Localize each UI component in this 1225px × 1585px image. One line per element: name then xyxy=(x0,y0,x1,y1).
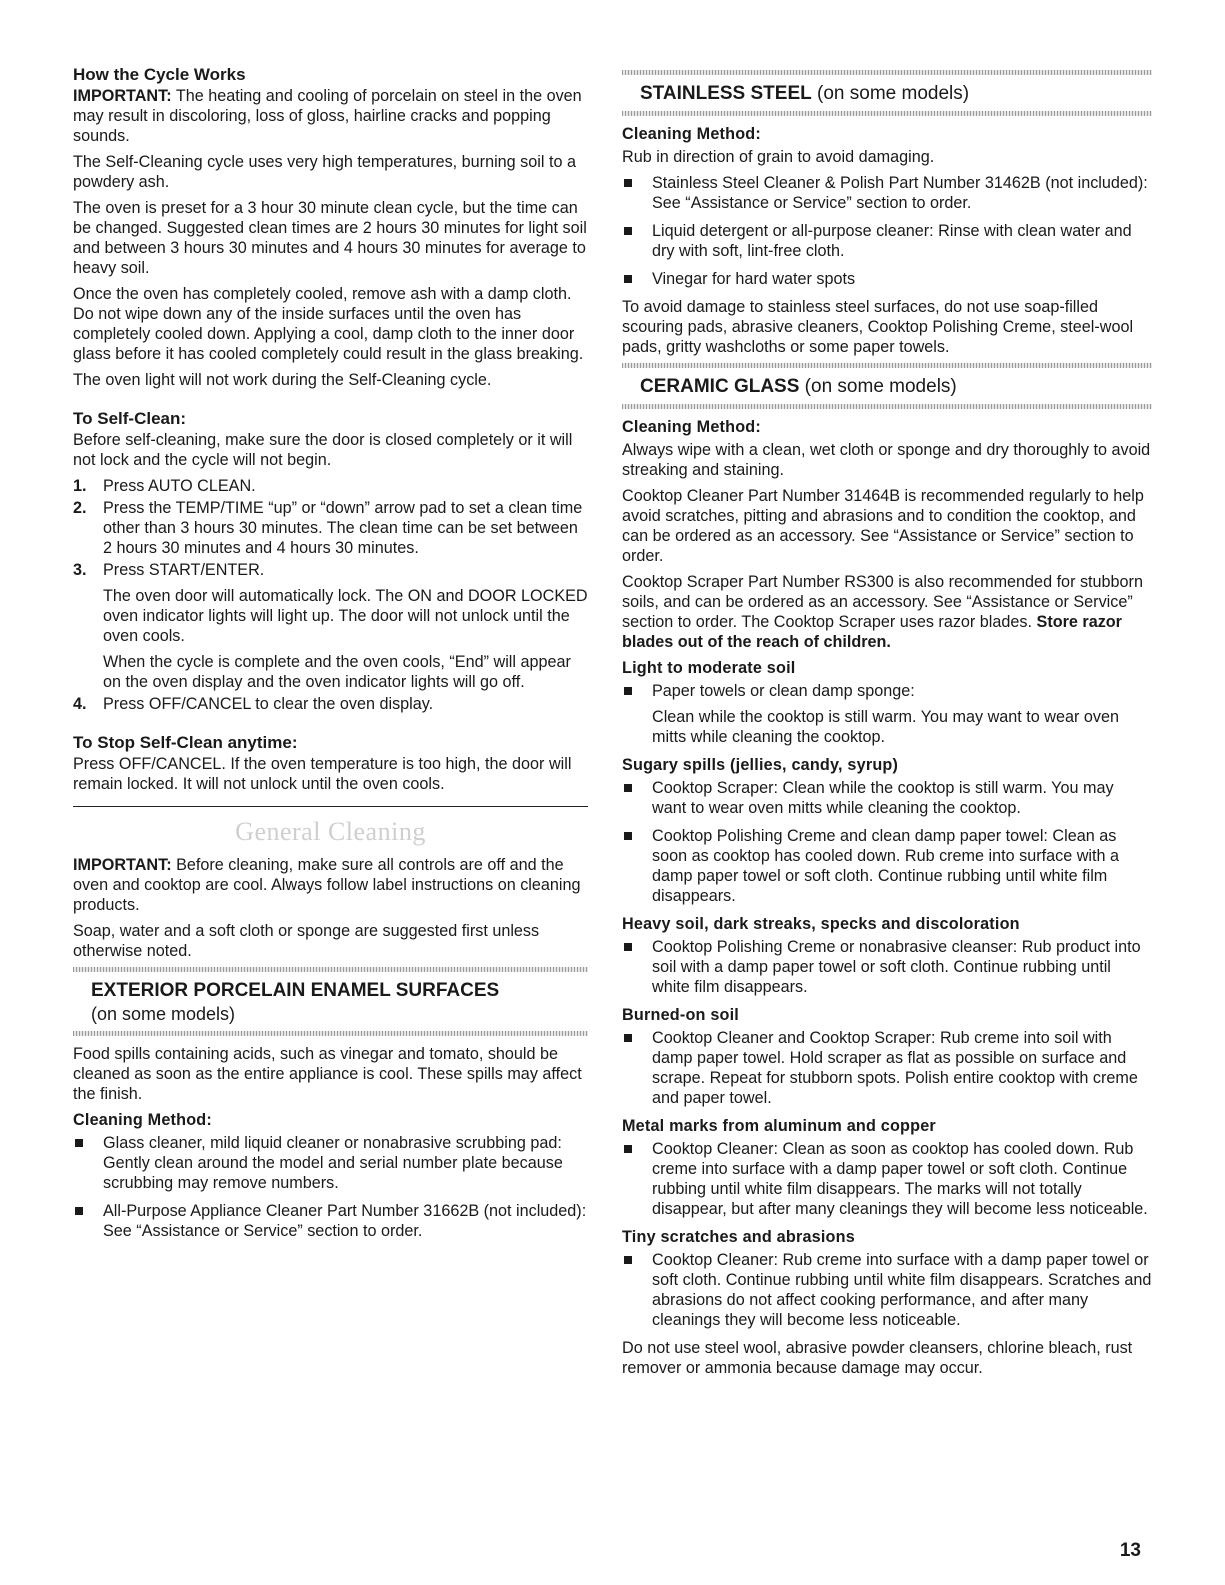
section-band xyxy=(73,1031,588,1036)
step-note: When the cycle is complete and the oven cools, “End” will appear on the oven display and the oven indicator lights will go off. xyxy=(103,653,571,691)
stainless-intro: Rub in direction of grain to avoid damaging. xyxy=(622,148,935,166)
stainless-subtitle: (on some models) xyxy=(811,83,970,104)
cycle-paragraph: The Self-Cleaning cycle uses very high temperatures, burning soil to a powdery ash. xyxy=(73,153,576,191)
bullet-item: Paper towels or clean damp sponge: Clean while the cooktop is still warm. You may want to wear oven mitts while cleaning the cooktop. xyxy=(622,681,1152,747)
tiny-scratches-heading: Tiny scratches and abrasions xyxy=(622,1228,855,1246)
bullet-item: Cooktop Cleaner: Clean as soon as cooktop has cooled down. Rub creme into surface with a damp paper towel or soft cloth. Continue rubbing until white film disappears. The marks will not totally disappear, but after many cleanings they will become less noticeable. xyxy=(622,1139,1152,1219)
stainless-paragraph: To avoid damage to stainless steel surfaces, do not use soap-filled scouring pads, abrasive cleaners, Cooktop Polishing Creme, steel-wool pads, gritty washcloths or some paper towels. xyxy=(622,298,1134,356)
bullet-item: Cooktop Cleaner and Cooktop Scraper: Rub creme into soil with damp paper towel. Hold scraper as flat as possible on surface and scrape. Repeat for stubborn spots. Polish entire cooktop with creme and paper towel. xyxy=(622,1028,1152,1108)
final-warning: Do not use steel wool, abrasive powder cleansers, chlorine bleach, rust remover or ammonia because damage may occur. xyxy=(622,1339,1133,1377)
ceramic-paragraph: Cooktop Scraper Part Number RS300 is also recommended for stubborn soils, and can be ordered as an accessory. See “Assistance or Service” section to order. The Cooktop Scraper uses razor blades. Store razor blades out of the reach of children. xyxy=(622,573,1143,651)
section-band xyxy=(622,111,1152,116)
left-column xyxy=(73,64,588,1249)
exterior-bullets xyxy=(73,1133,588,1241)
bullet-item: Cooktop Polishing Creme and clean damp paper towel: Clean as soon as cooktop has cooled down. Rub creme into surface with a damp paper towel or soft cloth. Continue rubbing until white film disappears. xyxy=(622,826,1152,906)
ceramic-paragraph: Always wipe with a clean, wet cloth or sponge and dry thoroughly to avoid streaking and staining. xyxy=(622,441,1151,479)
general-paragraph: Soap, water and a soft cloth or sponge are suggested first unless otherwise noted. xyxy=(73,922,540,960)
exterior-title: EXTERIOR PORCELAIN ENAMEL SURFACES xyxy=(91,980,500,1001)
burned-bullets xyxy=(622,1028,1152,1108)
bullet-item: Glass cleaner, mild liquid cleaner or nonabrasive scrubbing pad: Gently clean around the model and serial number plate because scrubbing may remove numbers. xyxy=(73,1133,588,1193)
bullet-item: All-Purpose Appliance Cleaner Part Number 31662B (not included): See “Assistance or Service” section to order. xyxy=(73,1201,588,1241)
bullet-item: Stainless Steel Cleaner & Polish Part Number 31462B (not included): See “Assistance or Service” section to order. xyxy=(622,173,1152,213)
heavy-soil-bullets xyxy=(622,937,1152,997)
step-item: 3. Press START/ENTER. The oven door will automatically lock. The ON and DOOR LOCKED oven indicator lights will light up. The door will not unlock until the oven cools. When the cycle is complete and the oven cools, “End” will appear on the oven display and the oven indicator lights will go off. xyxy=(73,561,588,691)
step-item: 4. Press OFF/CANCEL to clear the oven display. xyxy=(73,695,434,713)
exterior-method-heading: Cleaning Method: xyxy=(73,1111,212,1129)
metal-marks-heading: Metal marks from aluminum and copper xyxy=(622,1117,936,1135)
bullet-item: Vinegar for hard water spots xyxy=(622,269,1152,289)
divider-rule xyxy=(73,806,588,807)
exterior-section-header xyxy=(73,967,588,1036)
step-item: 2. Press the TEMP/TIME “up” or “down” arrow pad to set a clean time other than 3 hours 30 minutes. The clean time can be set between 2 hours 30 minutes and 4 hours 30 minutes. xyxy=(73,499,583,557)
general-cleaning-title: General Cleaning xyxy=(235,817,426,846)
step-item: 1. Press AUTO CLEAN. xyxy=(73,477,256,495)
light-soil-heading: Light to moderate soil xyxy=(622,659,796,677)
heavy-soil-heading: Heavy soil, dark streaks, specks and discoloration xyxy=(622,915,1020,933)
bullet-item: Cooktop Scraper: Clean while the cooktop is still warm. You may want to wear oven mitts while cleaning the cooktop. xyxy=(622,778,1152,818)
bullet-item: Cooktop Cleaner: Rub creme into surface with a damp paper towel or soft cloth. Continue rubbing until white film disappears. Scratches and abrasions do not affect cooking performance, and after many cleanings they will become less noticeable. xyxy=(622,1250,1152,1330)
stop-text: Press OFF/CANCEL. If the oven temperature is too high, the door will remain locked. It will not unlock until the oven cools. xyxy=(73,755,572,793)
exterior-paragraph: Food spills containing acids, such as vinegar and tomato, should be cleaned as soon as the entire appliance is cool. These spills may affect the finish. xyxy=(73,1045,582,1103)
cycle-paragraph: Once the oven has completely cooled, remove ash with a damp cloth. Do not wipe down any of the inside surfaces until the oven has completely cooled down. Applying a cool, damp cloth to the inner door glass before it has cooled completely could result in the glass breaking. xyxy=(73,285,584,363)
step-note: The oven door will automatically lock. The ON and DOOR LOCKED oven indicator lights will light up. The door will not unlock until the oven cools. xyxy=(103,587,588,645)
stainless-method-heading: Cleaning Method: xyxy=(622,125,761,143)
sugary-bullets xyxy=(622,778,1152,906)
exterior-subtitle: (on some models) xyxy=(91,1004,236,1024)
self-clean-steps xyxy=(73,476,588,714)
tiny-scratches-bullets xyxy=(622,1250,1152,1330)
general-important: IMPORTANT: Before cleaning, make sure all controls are off and the oven and cooktop are cool. Always follow label instructions on cleaning products. xyxy=(73,856,581,914)
bullet-item: Liquid detergent or all-purpose cleaner: Rinse with clean water and dry with soft, lint-free cloth. xyxy=(622,221,1152,261)
ceramic-paragraph: Cooktop Cleaner Part Number 31464B is recommended regularly to help avoid scratches, pitting and abrasions and to condition the cooktop, and can be ordered as an accessory. See “Assistance or Service” section to order. xyxy=(622,487,1144,565)
cycle-important: IMPORTANT: The heating and cooling of porcelain on steel in the oven may result in discoloring, loss of gloss, hairline cracks and popping sounds. xyxy=(73,87,582,145)
section-band xyxy=(622,404,1152,409)
burned-heading: Burned-on soil xyxy=(622,1006,740,1024)
ceramic-section-header xyxy=(622,363,1152,409)
stainless-title: STAINLESS STEEL xyxy=(640,83,812,104)
light-soil-bullets xyxy=(622,681,1152,747)
cycle-paragraph: The oven is preset for a 3 hour 30 minute clean cycle, but the time can be changed. Suggested clean times are 2 hours 30 minutes for light soil and between 3 hours 30 minutes and 4 hours 30 minutes for average to heavy soil. xyxy=(73,199,587,277)
right-column xyxy=(622,64,1152,1384)
bullet-item: Cooktop Polishing Creme or nonabrasive cleanser: Rub product into soil with a damp paper towel or soft cloth. Continue rubbing until white film disappears. xyxy=(622,937,1152,997)
cycle-paragraph: The oven light will not work during the Self-Cleaning cycle. xyxy=(73,371,492,389)
ceramic-method-heading: Cleaning Method: xyxy=(622,418,761,436)
ceramic-subtitle: (on some models) xyxy=(799,376,957,397)
stainless-bullets xyxy=(622,173,1152,289)
self-clean-intro: Before self-cleaning, make sure the door is closed completely or it will not lock and the cycle will not begin. xyxy=(73,431,573,469)
stainless-section-header xyxy=(622,70,1152,116)
sugary-heading: Sugary spills (jellies, candy, syrup) xyxy=(622,756,899,774)
page-number: 13 xyxy=(1119,1540,1141,1561)
self-clean-heading: To Self-Clean: xyxy=(73,409,187,428)
metal-marks-bullets xyxy=(622,1139,1152,1219)
stop-heading: To Stop Self-Clean anytime: xyxy=(73,733,298,752)
cycle-heading: How the Cycle Works xyxy=(73,65,246,84)
ceramic-title: CERAMIC GLASS xyxy=(640,376,800,397)
